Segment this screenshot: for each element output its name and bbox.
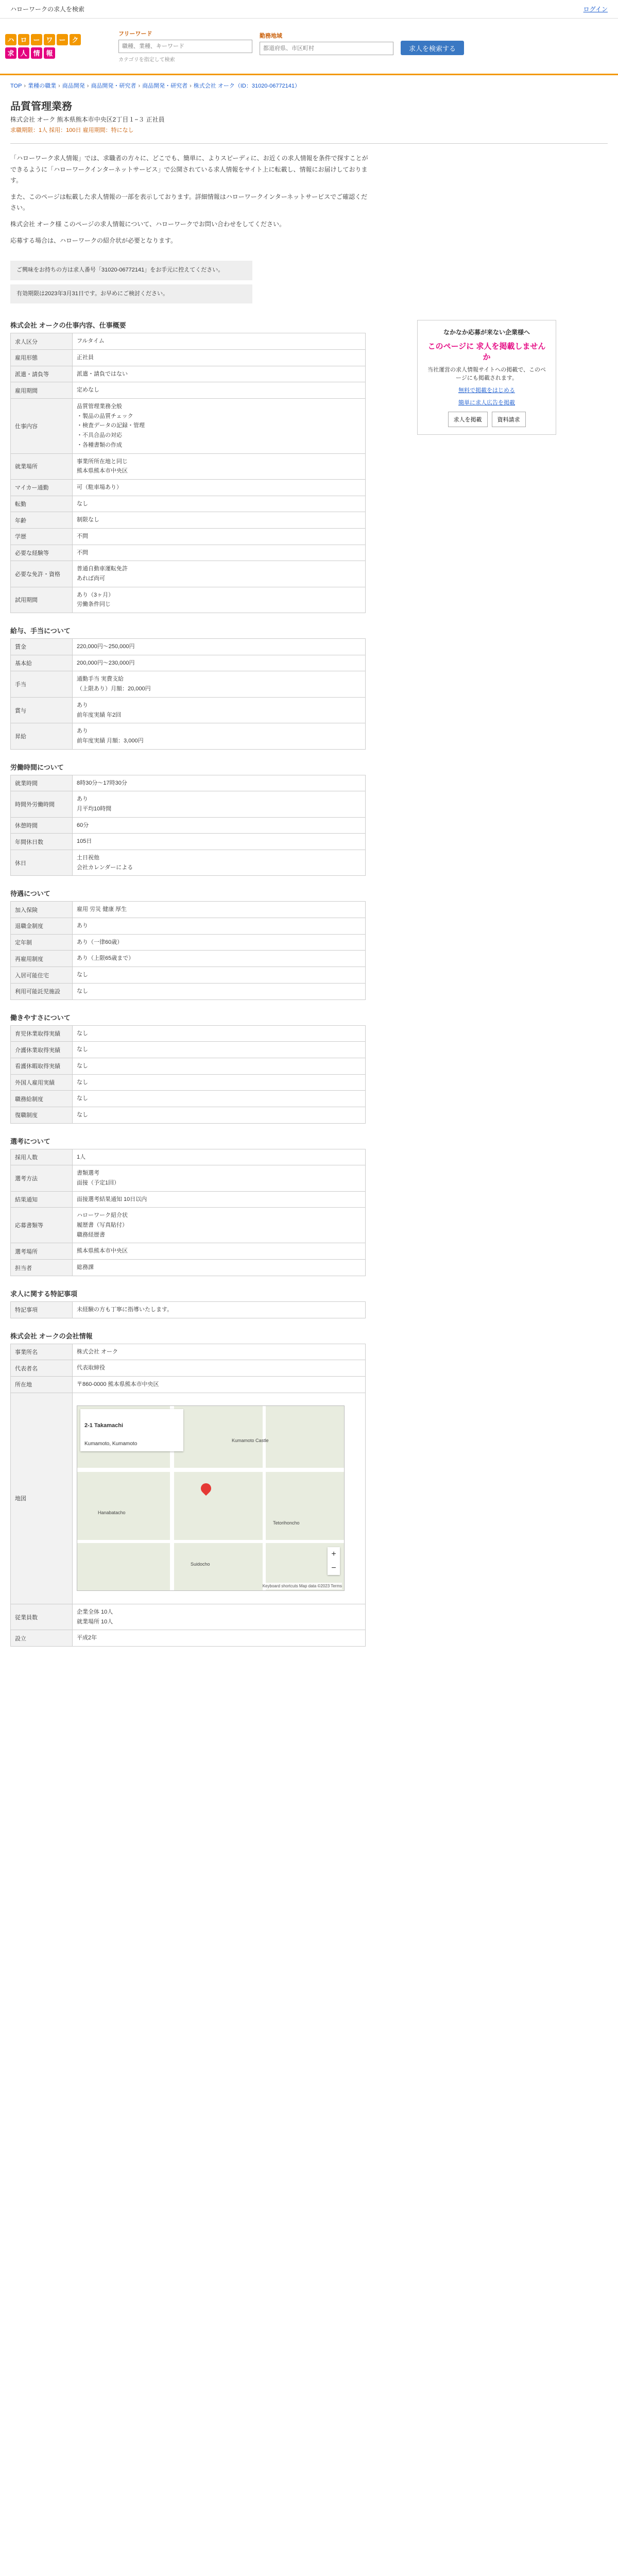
- map-place-card[interactable]: [80, 1409, 183, 1451]
- logo-char: ハ: [5, 34, 16, 45]
- row-value: あり（3ヶ月） 労働条件同じ: [73, 587, 366, 613]
- table-row: [11, 479, 366, 496]
- row-value: 雇用 労災 健康 厚生: [73, 902, 366, 918]
- row-value: 平成2年: [73, 1630, 366, 1647]
- row-label: 採用人数: [11, 1149, 73, 1165]
- row-value: 105日: [73, 834, 366, 850]
- row-value: あり 前年度実績 年2回: [73, 697, 366, 723]
- side-question: なかなか応募が来ない企業様へ: [443, 329, 530, 336]
- row-value: 可（駐車場あり）: [73, 479, 366, 496]
- row-value: 企業全体 10人 就業場所 10人: [73, 1604, 366, 1630]
- logo-char: 情: [31, 47, 42, 59]
- table-row: [11, 639, 366, 655]
- row-label: 求人区分: [11, 333, 73, 350]
- map-label: Tetorihoncho: [273, 1520, 300, 1526]
- table-row: [11, 1058, 366, 1074]
- job-title-area: [0, 96, 618, 139]
- table-row: [11, 1042, 366, 1058]
- map-attribution: Keyboard shortcuts Map data ©2023 Terms: [263, 1583, 342, 1590]
- table-row: [11, 587, 366, 613]
- row-label: 利用可能託児施設: [11, 983, 73, 999]
- breadcrumb-separator: ›: [190, 83, 192, 89]
- row-value: 未経験の方も丁寧に指導いたします。: [73, 1301, 366, 1318]
- row-label: 定年制: [11, 934, 73, 951]
- row-label: 必要な経験等: [11, 545, 73, 561]
- side-link-2[interactable]: 簡単に求人広告を掲載: [458, 400, 515, 406]
- row-label: 加入保険: [11, 902, 73, 918]
- row-value: 60分: [73, 817, 366, 834]
- freeword-label: フリーワード: [118, 31, 152, 37]
- row-value: 品質管理業務全般 ・製品の品質チェック ・検査データの記録・管理 ・不具合品の対応 ・各種書類の作成: [73, 399, 366, 453]
- hours-table: [10, 775, 366, 876]
- row-value: フルタイム: [73, 333, 366, 350]
- section-title-apply: 選考について: [10, 1137, 50, 1145]
- row-value: 株式会社 オーク: [73, 1344, 366, 1360]
- row-label: 必要な免許・資格: [11, 561, 73, 587]
- row-label: 休日: [11, 850, 73, 876]
- job-title: 品質管理業務: [10, 101, 72, 112]
- row-label: 昇給: [11, 723, 73, 749]
- table-row: [11, 902, 366, 918]
- notice-p1: 「ハローワーク求人情報」では、求職者の方々に、どこでも、簡単に、よりスピーディに、お近くの求人情報を条件で探すことができるように「ハローワークインターネットサービス」で公開されている求人情報をサイト上に転載し、情報にお届けしております。: [10, 155, 368, 184]
- breadcrumb-link[interactable]: 商品開発・研究者: [142, 83, 188, 89]
- row-label: 休憩時間: [11, 817, 73, 834]
- topbar: [0, 0, 618, 19]
- row-label: 雇用形態: [11, 350, 73, 366]
- row-label: 就業時間: [11, 775, 73, 791]
- table-row: [11, 333, 366, 350]
- breadcrumb-link[interactable]: 株式会社 オーク（ID：31020-06772141）: [193, 83, 301, 89]
- row-label: 雇用期間: [11, 382, 73, 399]
- row-value: 1人: [73, 1149, 366, 1165]
- breadcrumb: [0, 75, 618, 96]
- row-label: 事業所名: [11, 1344, 73, 1360]
- section-title-hours: 労働時間について: [10, 763, 64, 771]
- map-label: Hanabatacho: [98, 1510, 126, 1516]
- row-label: 結果通知: [11, 1191, 73, 1208]
- row-value: あり（一律60歳）: [73, 934, 366, 951]
- side-body: 当社運営の求人情報サイトへの掲載で、このページにも掲載されます。: [427, 367, 546, 382]
- company-map[interactable]: [77, 1405, 345, 1591]
- notice: [0, 148, 381, 257]
- table-row: [11, 366, 366, 382]
- job-number-box: ご興味をお持ちの方は求人番号「31020-06772141」をお手元に控えてください。: [10, 261, 252, 280]
- map-label: Kumamoto Castle: [232, 1438, 269, 1444]
- area-label: 勤務地域: [260, 33, 282, 39]
- map-zoom-control[interactable]: [328, 1547, 340, 1575]
- row-value: 事業所所在地と同じ 熊本県熊本市中央区: [73, 453, 366, 479]
- row-label: 学歴: [11, 528, 73, 545]
- message-table: [10, 1301, 366, 1318]
- row-label: 設立: [11, 1630, 73, 1647]
- row-value: なし: [73, 1091, 366, 1107]
- row-value: 普通自動車運転免許 あれば尚可: [73, 561, 366, 587]
- job-meta: 求職期限：1人 採用：100日 雇用期間：特になし: [10, 127, 134, 133]
- side-ad: [417, 320, 556, 435]
- row-value: あり: [73, 918, 366, 935]
- breadcrumb-separator: ›: [24, 83, 26, 89]
- table-row: [11, 1604, 366, 1630]
- row-label: 特記事項: [11, 1301, 73, 1318]
- search-form: [118, 29, 464, 63]
- row-value: あり（上限65歳まで）: [73, 951, 366, 967]
- row-value: 熊本県熊本市中央区: [73, 1243, 366, 1260]
- row-value: なし: [73, 1025, 366, 1042]
- table-row: [11, 850, 366, 876]
- table-row: [11, 512, 366, 529]
- row-value: 派遣・請負ではない: [73, 366, 366, 382]
- table-row: [11, 1025, 366, 1042]
- freeword-input[interactable]: [118, 40, 252, 53]
- workplace-table: [10, 1025, 366, 1124]
- row-value: 総務課: [73, 1260, 366, 1276]
- map-label: Suidocho: [191, 1562, 210, 1567]
- row-label: 担当者: [11, 1260, 73, 1276]
- table-row: [11, 1091, 366, 1107]
- site-name: ハローワークの求人を検索: [10, 6, 85, 13]
- row-label: 退職金制度: [11, 918, 73, 935]
- table-row: [11, 1149, 366, 1165]
- apply-table: [10, 1149, 366, 1276]
- logo-char: 人: [18, 47, 29, 59]
- row-label: 再雇用制度: [11, 951, 73, 967]
- row-value: 制限なし: [73, 512, 366, 529]
- row-value: あり 月平均10時間: [73, 791, 366, 817]
- table-row: [11, 1165, 366, 1191]
- wage-table: [10, 638, 366, 750]
- row-label: 賞与: [11, 697, 73, 723]
- row-value: 面接選考結果通知 10日以内: [73, 1191, 366, 1208]
- login-link[interactable]: ログイン: [583, 6, 608, 13]
- row-value: 8時30分〜17時30分: [73, 775, 366, 791]
- section-title-message: 求人に関する特記事項: [10, 1290, 78, 1298]
- row-value: ハローワーク紹介状 履歴書（写真貼付） 職務経歴書: [73, 1208, 366, 1243]
- row-value: 不問: [73, 545, 366, 561]
- side-link-1[interactable]: 無料で掲載をはじめる: [458, 387, 515, 394]
- table-row: [11, 1360, 366, 1377]
- row-value: 書類選考 面接（予定1回）: [73, 1165, 366, 1191]
- table-row: [11, 791, 366, 817]
- logo-char: ク: [70, 34, 81, 45]
- row-value: 土日祝他 会社カレンダーによる: [73, 850, 366, 876]
- row-value: なし: [73, 496, 366, 512]
- side-brochure-button[interactable]: 資料請求: [492, 412, 526, 427]
- row-value: 定めなし: [73, 382, 366, 399]
- row-value: なし: [73, 1058, 366, 1074]
- table-row: [11, 817, 366, 834]
- table-row: [11, 1376, 366, 1393]
- zoom-in-icon[interactable]: +: [331, 1549, 336, 1558]
- row-value: [73, 1393, 366, 1604]
- row-value: なし: [73, 983, 366, 999]
- row-label: 地図: [11, 1393, 73, 1604]
- expiry-box: 有効期限は2023年3月31日です。お早めにご検討ください。: [10, 284, 252, 304]
- row-label: 応募書類等: [11, 1208, 73, 1243]
- table-row: [11, 1630, 366, 1647]
- row-label: 年齢: [11, 512, 73, 529]
- notice-p4: 応募する場合は、ハローワークの紹介状が必要となります。: [10, 236, 177, 244]
- job-table: [10, 333, 366, 613]
- search-hint[interactable]: カテゴリを指定して検索: [118, 57, 175, 63]
- row-label: 転勤: [11, 496, 73, 512]
- company-line: 株式会社 オーク 熊本県熊本市中央区2丁目１−３ 正社員: [10, 116, 165, 123]
- row-label: 所在地: [11, 1376, 73, 1393]
- row-value: 代表取締役: [73, 1360, 366, 1377]
- logo-char: ー: [31, 34, 42, 45]
- breadcrumb-separator: ›: [87, 83, 89, 89]
- section-title-job: 株式会社 オークの仕事内容、仕事概要: [10, 321, 126, 330]
- company-table: [10, 1344, 366, 1647]
- row-label: 基本給: [11, 655, 73, 671]
- notice-p2: また、このページは転載した求人情報の一部を表示しております。詳細情報はハローワークインターネットサービスでご確認ください。: [10, 193, 368, 212]
- table-row: [11, 350, 366, 366]
- row-label: 試用期間: [11, 587, 73, 613]
- row-value: なし: [73, 1107, 366, 1123]
- row-label: 選考場所: [11, 1243, 73, 1260]
- header: [0, 19, 618, 75]
- table-row: [11, 671, 366, 697]
- section-title-workplace: 働きやすさについて: [10, 1013, 71, 1022]
- row-label: マイカー通勤: [11, 479, 73, 496]
- search-button[interactable]: 求人を検索する: [401, 41, 464, 55]
- side-column: [417, 308, 556, 1647]
- map-place-sub: Kumamoto, Kumamoto: [84, 1440, 138, 1447]
- logo-char: ー: [57, 34, 68, 45]
- section-title-benefits: 待遇について: [10, 890, 50, 898]
- table-row: [11, 834, 366, 850]
- breadcrumb-separator: ›: [138, 83, 141, 89]
- table-row: [11, 528, 366, 545]
- row-label: 看護休暇取得実績: [11, 1058, 73, 1074]
- row-value: 通勤手当 実費支給 （上限あり）月額：20,000円: [73, 671, 366, 697]
- table-row: [11, 1243, 366, 1260]
- table-row: [11, 967, 366, 984]
- row-label: 育児休業取得実績: [11, 1025, 73, 1042]
- row-label: 年間休日数: [11, 834, 73, 850]
- section-title-wage: 給与、手当について: [10, 627, 71, 635]
- table-row: [11, 1107, 366, 1123]
- table-row: [11, 382, 366, 399]
- breadcrumb-link[interactable]: 商品開発: [62, 83, 85, 89]
- notice-p3: 株式会社 オーク様 このページの求人情報について、ハローワークでお問い合わせをしてください。: [10, 220, 285, 228]
- table-row: [11, 1301, 366, 1318]
- divider: [10, 143, 608, 144]
- zoom-out-icon[interactable]: −: [331, 1564, 336, 1573]
- row-label: 選考方法: [11, 1165, 73, 1191]
- row-label: 代表者名: [11, 1360, 73, 1377]
- row-value: 〒860-0000 熊本県熊本市中央区: [73, 1376, 366, 1393]
- map-pin-icon[interactable]: [199, 1481, 213, 1496]
- table-row: [11, 496, 366, 512]
- breadcrumb-link[interactable]: 業種の職業: [28, 83, 57, 89]
- table-row: [11, 697, 366, 723]
- row-label: 外国人雇用実績: [11, 1074, 73, 1091]
- table-row: [11, 399, 366, 453]
- map-place-title: 2-1 Takamachi: [84, 1422, 124, 1429]
- row-value: 正社員: [73, 350, 366, 366]
- row-value: 200,000円〜230,000円: [73, 655, 366, 671]
- row-label: 職務給制度: [11, 1091, 73, 1107]
- row-label: 手当: [11, 671, 73, 697]
- table-row: [11, 775, 366, 791]
- logo-char: ロ: [18, 34, 29, 45]
- benefits-table: [10, 901, 366, 999]
- table-row: [11, 723, 366, 749]
- table-row: [11, 453, 366, 479]
- area-input[interactable]: [260, 42, 393, 55]
- table-row: [11, 1191, 366, 1208]
- row-value: なし: [73, 1042, 366, 1058]
- logo-char: 求: [5, 47, 16, 59]
- table-row: [11, 1208, 366, 1243]
- table-row: [11, 655, 366, 671]
- row-label: 入居可能住宅: [11, 967, 73, 984]
- logo-char: ワ: [44, 34, 55, 45]
- table-row: [11, 983, 366, 999]
- breadcrumb-separator: ›: [58, 83, 60, 89]
- breadcrumb-link[interactable]: TOP: [10, 83, 22, 89]
- table-row: [11, 951, 366, 967]
- side-post-button[interactable]: 求人を掲載: [448, 412, 488, 427]
- breadcrumb-link[interactable]: 商品開発・研究者: [91, 83, 136, 89]
- table-row: [11, 1344, 366, 1360]
- row-label: 就業場所: [11, 453, 73, 479]
- row-value: 不問: [73, 528, 366, 545]
- table-row: [11, 918, 366, 935]
- logo-char: 報: [44, 47, 55, 59]
- row-label: 仕事内容: [11, 399, 73, 453]
- row-value: あり 前年度実績 月額：3,000円: [73, 723, 366, 749]
- row-label: 介護休業取得実績: [11, 1042, 73, 1058]
- table-row: [11, 1260, 366, 1276]
- row-label: 時間外労働時間: [11, 791, 73, 817]
- row-value: なし: [73, 967, 366, 984]
- table-row: [11, 545, 366, 561]
- side-headline: このページに 求人を掲載しませんか: [427, 342, 546, 362]
- logo[interactable]: [5, 28, 93, 64]
- row-label: 復職制度: [11, 1107, 73, 1123]
- row-label: 賃金: [11, 639, 73, 655]
- row-label: 従業員数: [11, 1604, 73, 1630]
- main-column: [10, 308, 366, 1647]
- row-value: 220,000円〜250,000円: [73, 639, 366, 655]
- table-row: [11, 934, 366, 951]
- row-value: なし: [73, 1074, 366, 1091]
- table-row: [11, 1393, 366, 1604]
- table-row: [11, 561, 366, 587]
- table-row: [11, 1074, 366, 1091]
- section-title-company: 株式会社 オークの会社情報: [10, 1332, 93, 1340]
- row-label: 派遣・請負等: [11, 366, 73, 382]
